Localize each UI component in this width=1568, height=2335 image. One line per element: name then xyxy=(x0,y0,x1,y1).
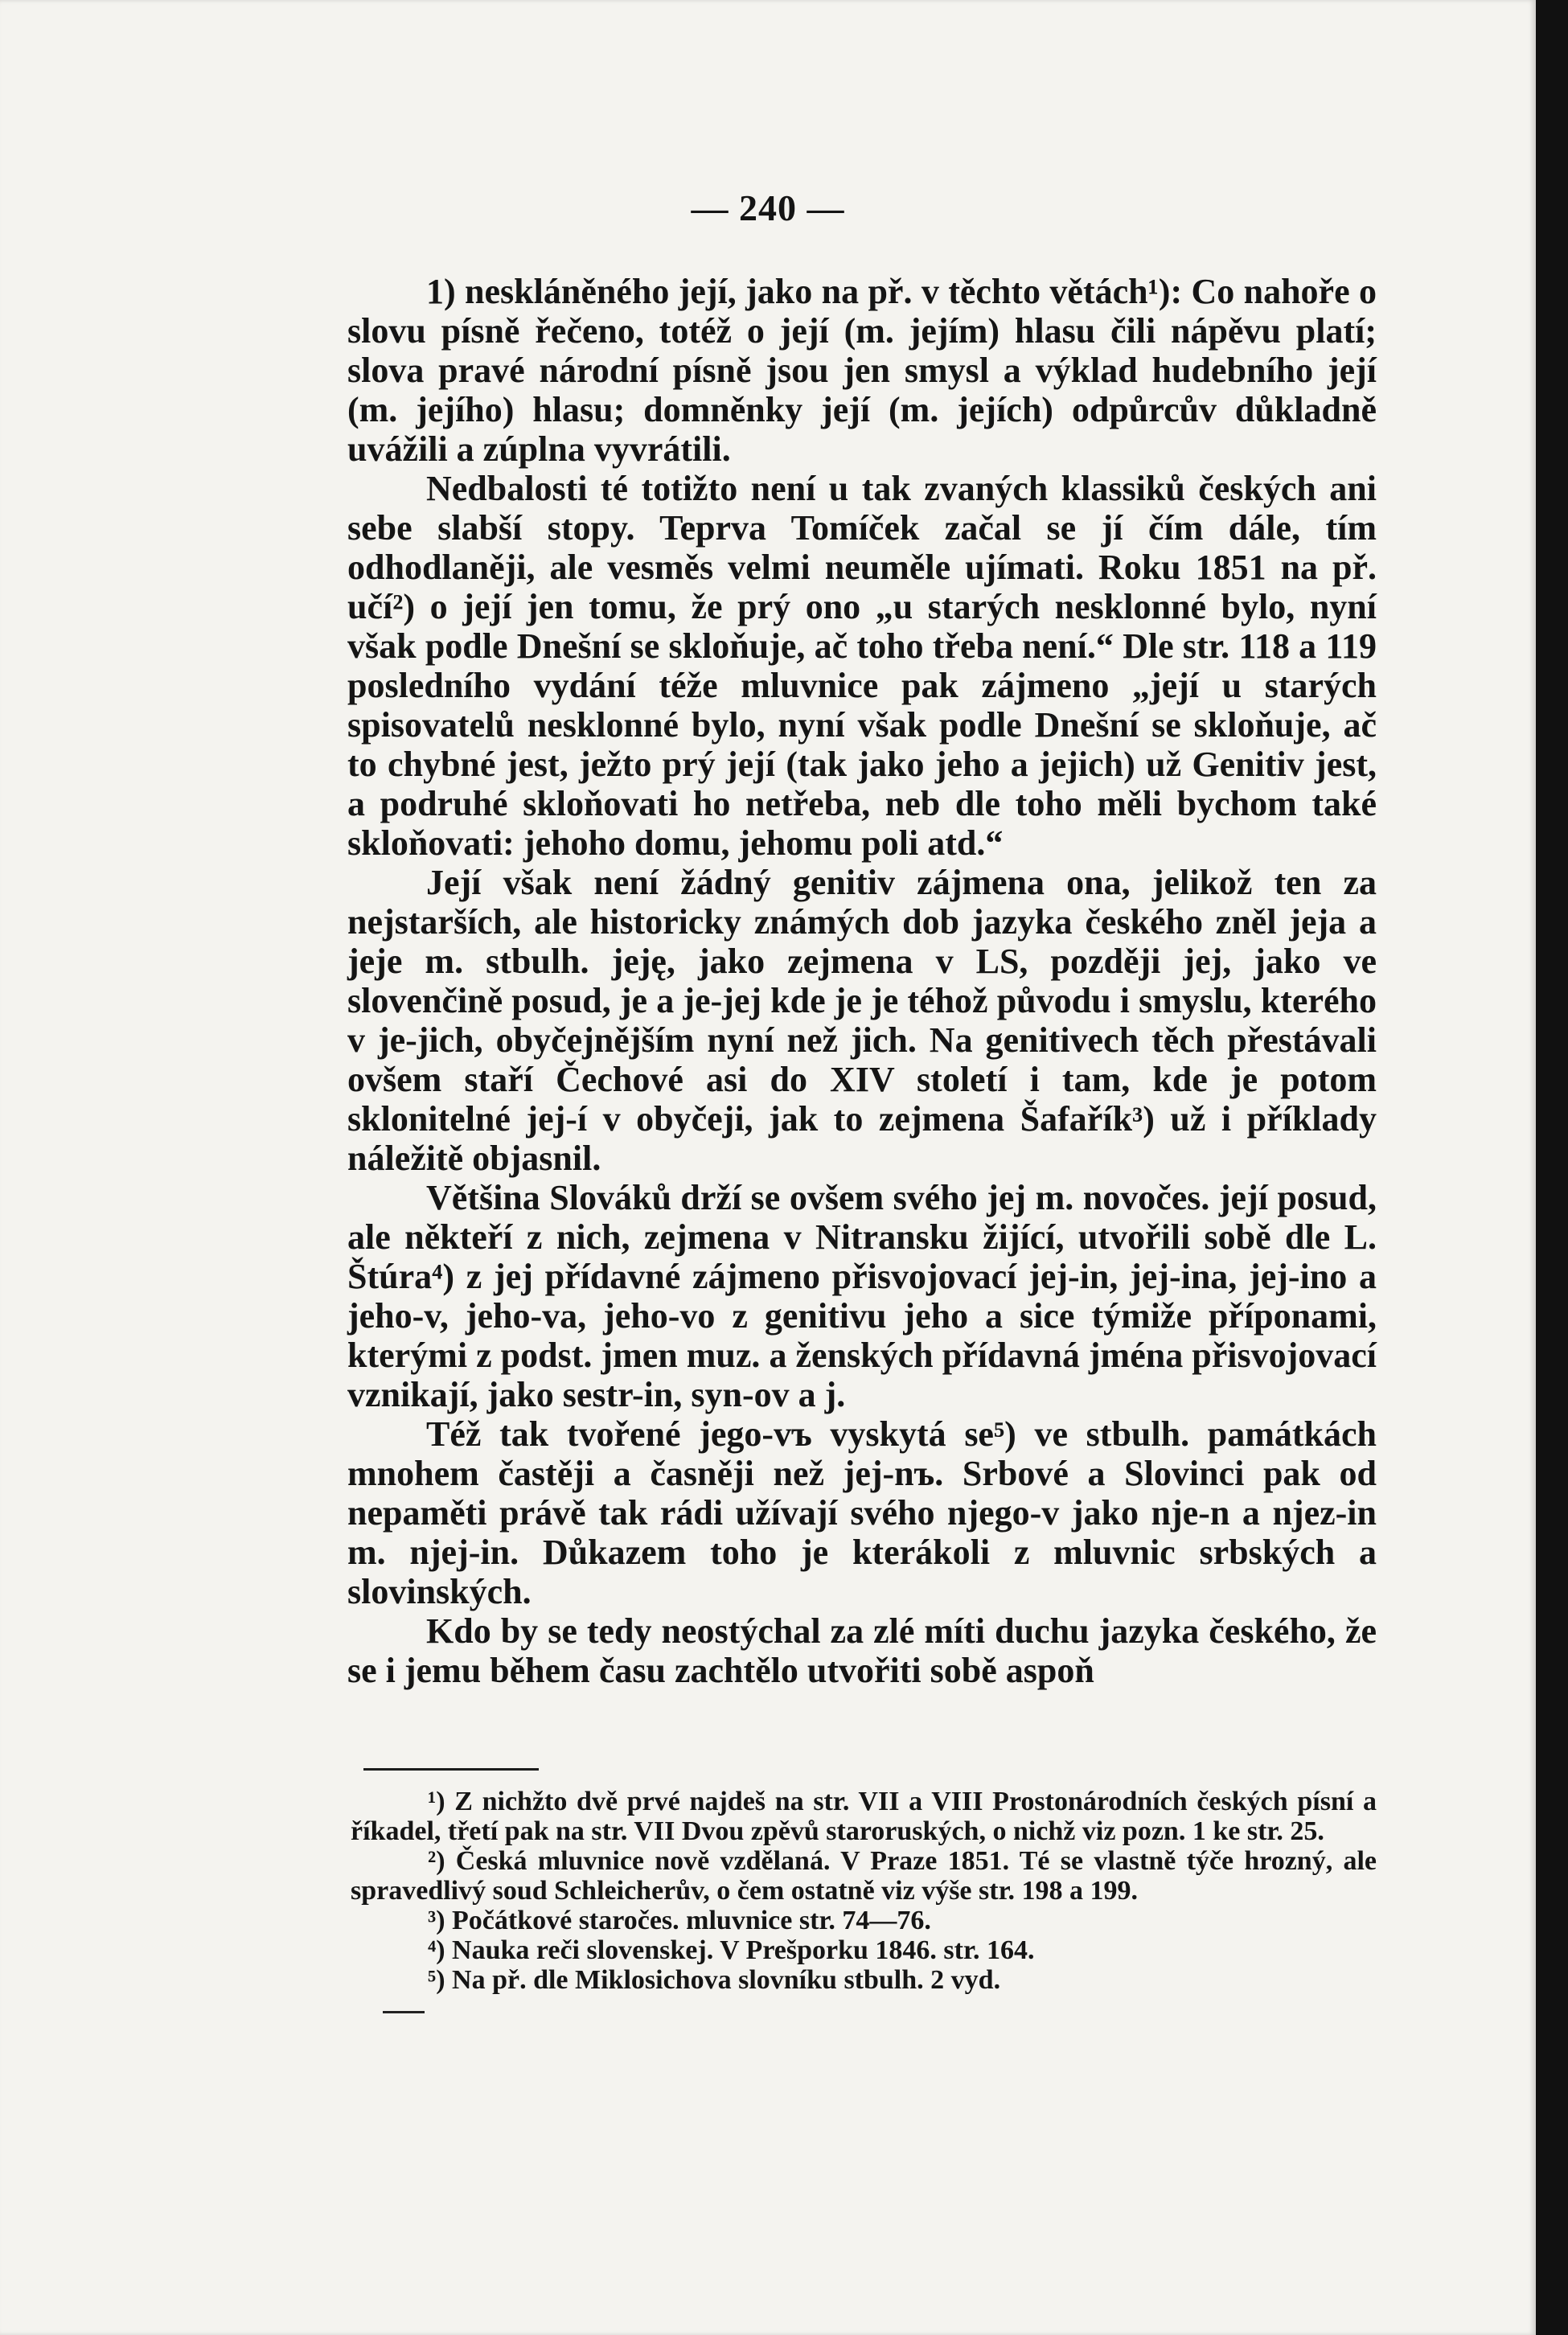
page-number: — 240 — xyxy=(691,187,845,228)
paragraph-6: Kdo by se tedy neostýchal za zlé míti duchu jazyka českého, že se i jemu během času zachtělo utvořiti sobě aspoň xyxy=(347,1611,1377,1690)
footnote-5: ⁵) Na př. dle Miklosichova slovníku stbulh. 2 vyd. xyxy=(428,1965,1001,1995)
paragraph-2: Nedbalosti té totižto není u tak zvaných klassiků českých ani sebe slabší stopy. Teprva Tomíček začal se jí čím dále, tím odhodlaněji, ale vesměs velmi neuměle ujímati. Roku 1851 na př. učí²) o její jen tomu, že prý ono „u starých nesklonné bylo, nyní však podle Dnešní se skloňuje, ač toho třeba není.“ Dle str. 118 a 119 posledního vydání téže mluvnice pak zájmeno „její u starých spisovatelů nesklonné bylo, nyní však podle Dnešní se skloňuje, ač to chybné jest, ježto prý její (tak jako jeho a jejich) už Genitiv jest, a podruhé skloňovati ho netřeba, neb dle toho měli bychom také skloňovati: jehoho domu, jehomu poli atd.“ xyxy=(347,469,1377,863)
footnote-4: ⁴) Nauka reči slovenskej. V Prešporku 1846. str. 164. xyxy=(428,1935,1035,1965)
footnote-divider xyxy=(363,1768,539,1771)
footnotes xyxy=(351,1787,1377,1995)
body-text xyxy=(347,272,1377,1690)
footnote-dash-mark xyxy=(383,2011,425,2013)
footnote-2: ²) Česká mluvnice nově vzdělaná. V Praze 1851. Té se vlastně týče hrozný, ale spravedlivý soud Schleicherův, o čem ostatně viz výše str. 198 a 199. xyxy=(351,1846,1377,1906)
footnote-3: ³) Počátkové staročes. mluvnice str. 74—76. xyxy=(428,1906,931,1935)
paragraph-5: Též tak tvořené jego-vъ vyskytá se⁵) ve stbulh. památkách mnohem častěji a časněji než jej-nъ. Srbové a Slovinci pak od nepaměti právě tak rádi užívají svého njego-v jako nje-n a njez-in m. njej-in. Důkazem toho je kterákoli z mluvnic srbských a slovinských. xyxy=(347,1414,1377,1611)
paragraph-1: 1) neskláněného její, jako na př. v těchto větách¹): Co nahoře o slovu písně řečeno, totéž o její (m. jejím) hlasu čili nápěvu platí; slova pravé národní písně jsou jen smysl a výklad hudebního její (m. jejího) hlasu; domněnky její (m. jejích) odpůrcův důkladně uvážili a zúplna vyvrátili. xyxy=(347,272,1377,469)
paragraph-4: Většina Slováků drží se ovšem svého jej m. novočes. její posud, ale někteří z nich, zejmena v Nitransku žijící, utvořili sobě dle L. Štúra⁴) z jej přídavné zájmeno přisvojovací jej-in, jej-ina, jej-ino a jeho-v, jeho-va, jeho-vo z genitivu jeho a sice týmiže příponami, kterými z podst. jmen muz. a ženských přídavná jména přisvojovací vznikají, jako sestr-in, syn-ov a j. xyxy=(347,1178,1377,1414)
footnote-1: ¹) Z nichžto dvě prvé najdeš na str. VII a VIII Prostonárodních českých písní a říkadel, třetí pak na str. VII Dvou zpěvů staroruských, o nichž viz pozn. 1 ke str. 25. xyxy=(351,1787,1377,1846)
paragraph-3: Její však není žádný genitiv zájmena ona, jelikož ten za nejstarších, ale historicky známých dob jazyka českého zněl jeja a jeje m. stbulh. jeję, jako zejmena v LS, později jej, jako ve slovenčině posud, je a je-jej kde je je téhož původu i smyslu, kterého v je-jich, obyčejnějším nyní než jich. Na genitivech těch přestávali ovšem staří Čechové asi do XIV století i tam, kde je potom sklonitelné jej-í v obyčeji, jak to zejmena Šafařík³) už i příklady náležitě objasnil. xyxy=(347,863,1377,1178)
